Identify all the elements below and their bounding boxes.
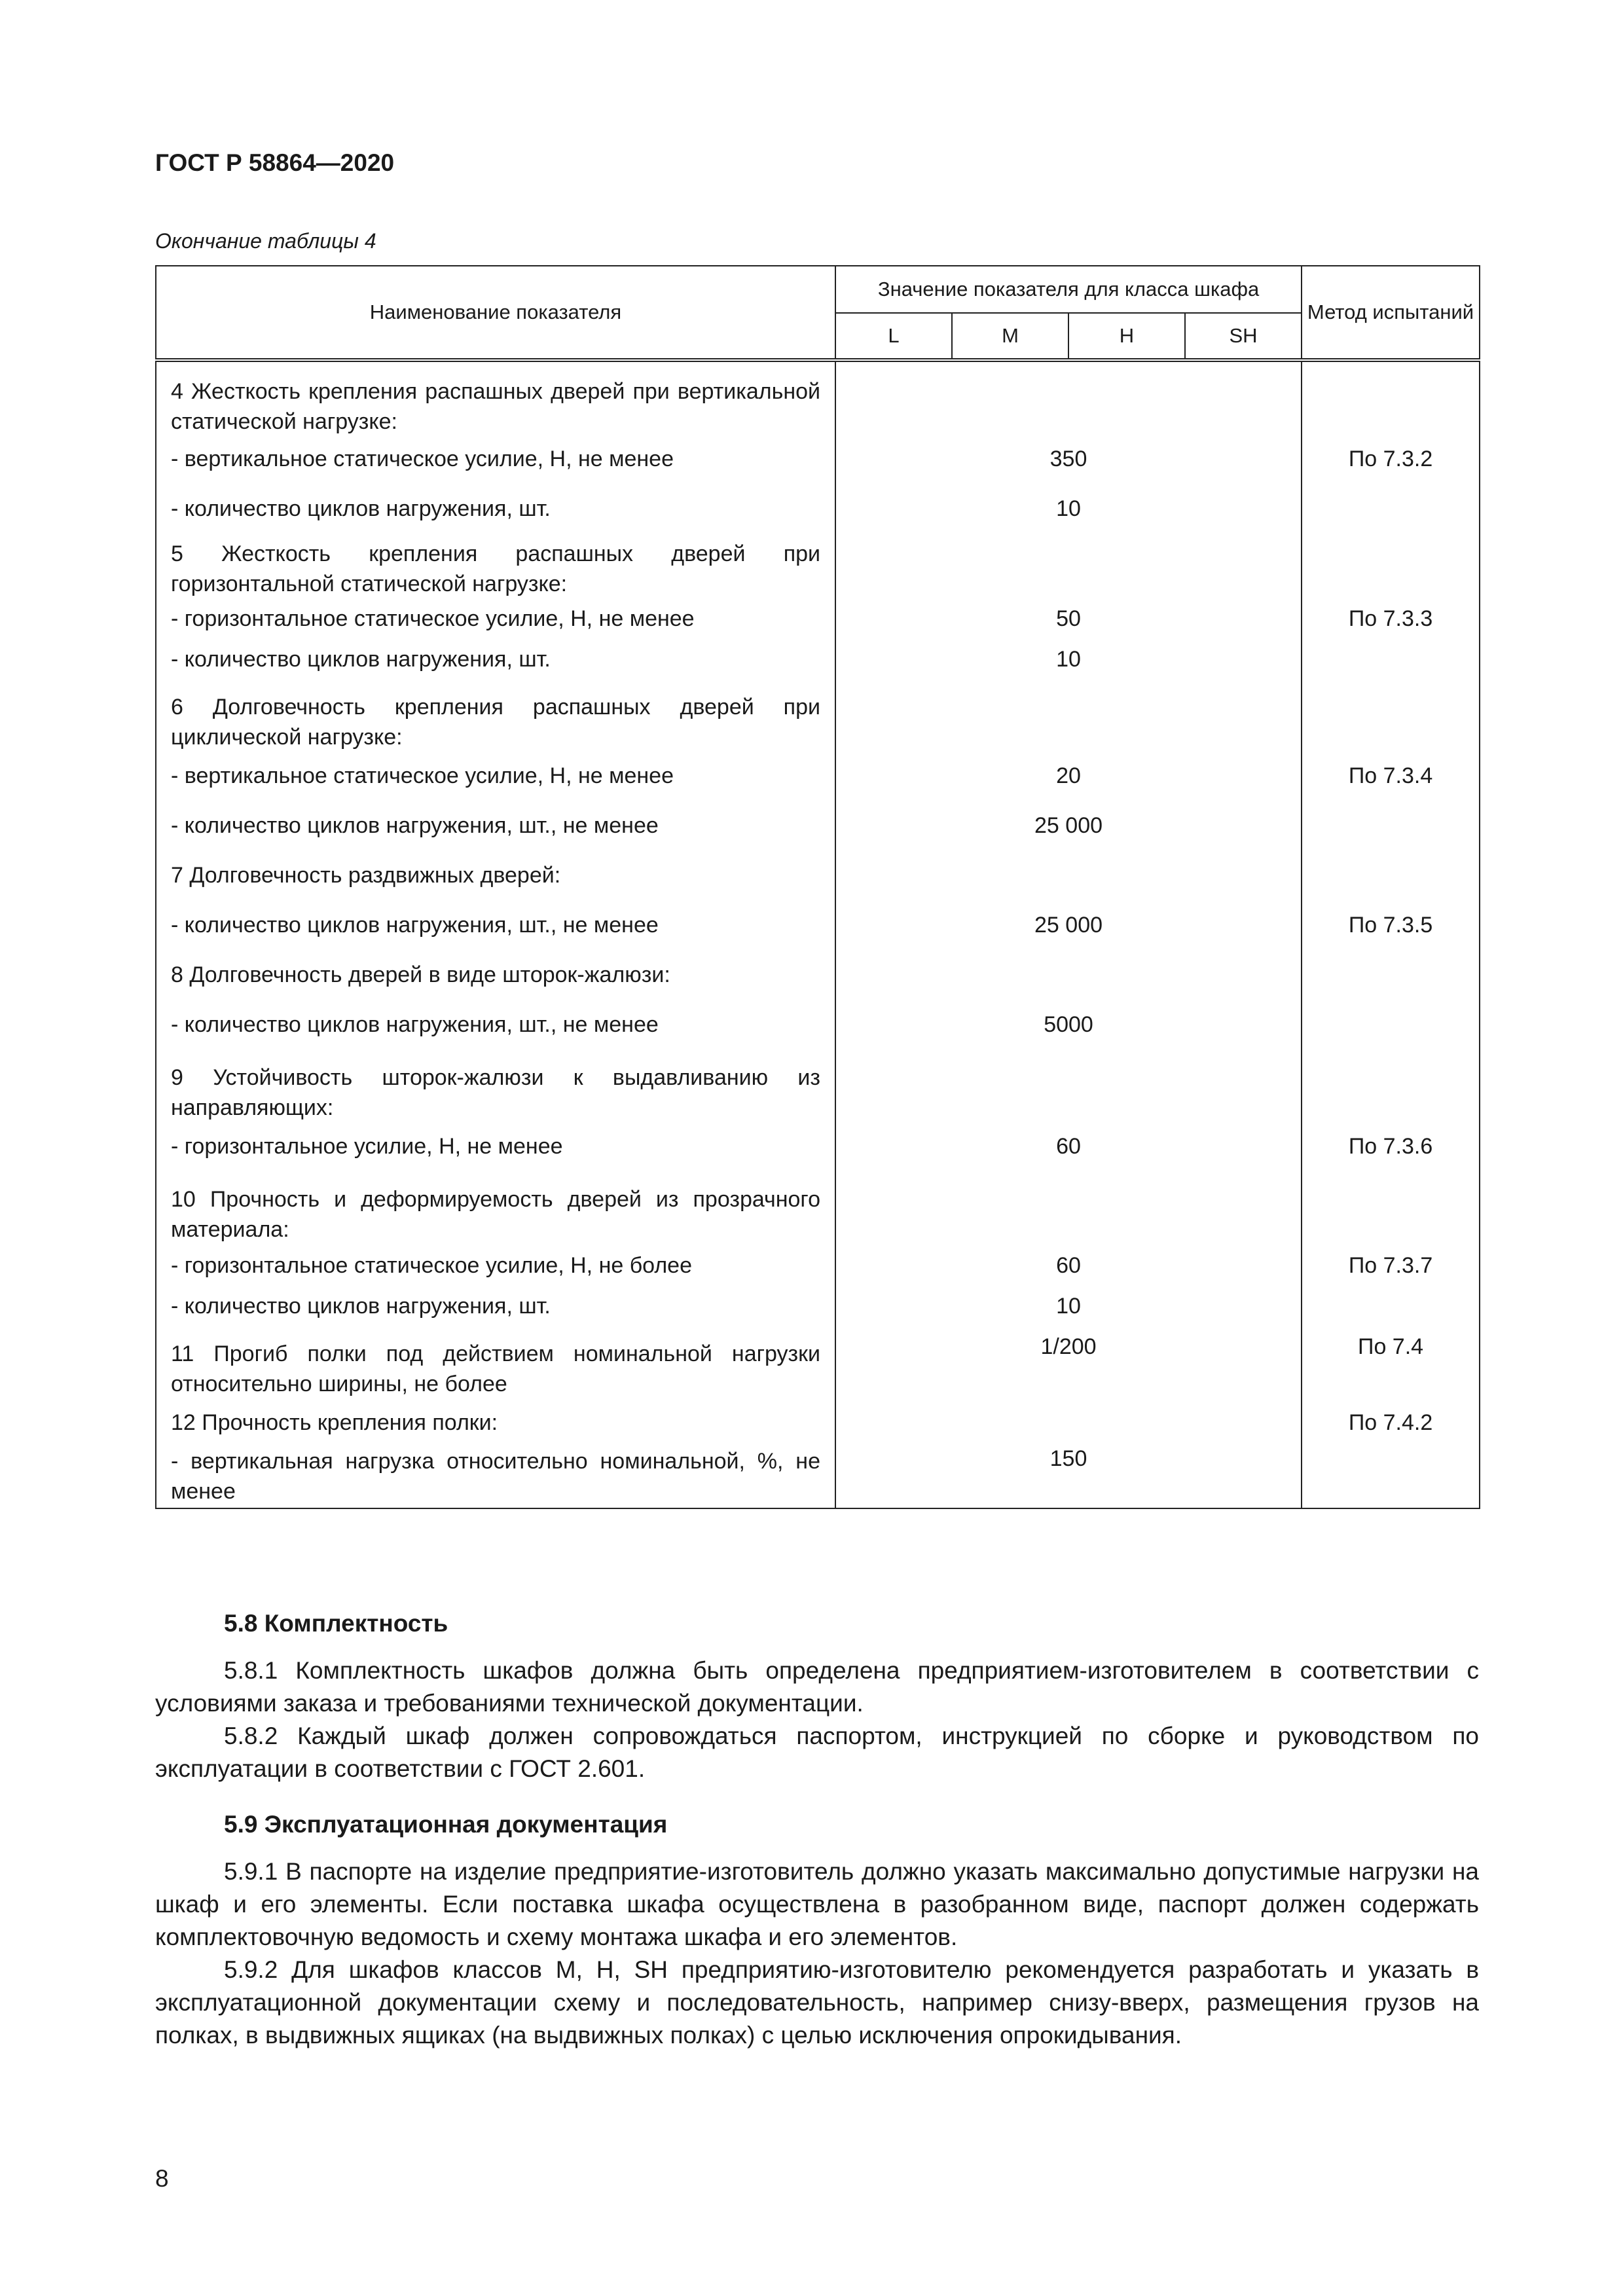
value-cell: 10 [1056,496,1081,521]
header-class-sh: SH [1185,313,1302,360]
value-cell: 60 [1056,1134,1081,1159]
value-cell: 50 [1056,606,1081,631]
value-cell: 20 [1056,763,1081,788]
section-5-9 [155,1808,1479,2052]
header-value-group: Значение показателя для класса шкафа [835,266,1302,313]
methods-column [1302,360,1480,1508]
row-item-label: - горизонтальное усилие, Н, не менее [171,1134,563,1159]
row-title: 6 Долговечность крепления распашных дверей при циклической нагрузке: [171,695,820,750]
header-class-h: H [1068,313,1185,360]
method-cell: По 7.3.5 [1348,913,1433,938]
value-cell: 25 000 [1034,913,1103,938]
header-class-l: L [835,313,952,360]
row-item-label: - горизонтальное статическое усилие, Н, не менее [171,606,695,631]
row-title: 12 Прочность крепления полки: [171,1410,498,1435]
value-cell: 10 [1056,1294,1081,1319]
row-title: 8 Долговечность дверей в виде шторок-жалюзи: [171,962,670,987]
value-cell: 150 [1049,1446,1087,1471]
section-5-8 [155,1607,1479,1785]
section-heading: 5.8 Комплектность [224,1610,448,1637]
value-cell: 60 [1056,1253,1081,1278]
row-title: 5 Жесткость крепления распашных дверей при горизонтальной статической нагрузке: [171,541,820,596]
row-title: 10 Прочность и деформируемость дверей из прозрачного материала: [171,1187,820,1242]
row-item-label: - количество циклов нагружения, шт. [171,1294,551,1319]
row-item-label: - горизонтальное статическое усилие, Н, не более [171,1253,692,1278]
value-cell: 350 [1049,446,1087,471]
row-item-label: - вертикальная нагрузка относительно номинальной, %, не менее [171,1449,820,1504]
paragraph: 5.8.2 Каждый шкаф должен сопровождаться паспортом, инструкцией по сборке и руководством по эксплуатации в соответствии с ГОСТ 2.601. [155,1722,1479,1782]
paragraph: 5.8.1 Комплектность шкафов должна быть определена предприятием-изготовителем в соответствии с условиями заказа и требованиями технической документации. [155,1657,1479,1717]
value-cell: 25 000 [1034,813,1103,838]
table-body-row [156,360,1480,1508]
row-item-label: - количество циклов нагружения, шт. [171,647,551,672]
header-class-m: M [952,313,1068,360]
page-number: 8 [155,2165,169,2192]
row-item-label: - количество циклов нагружения, шт. [171,496,551,521]
row-item-label: - вертикальное статическое усилие, Н, не менее [171,446,674,471]
method-cell: По 7.3.4 [1348,763,1433,788]
row-item-label: - вертикальное статическое усилие, Н, не менее [171,763,674,788]
row-title: 7 Долговечность раздвижных дверей: [171,863,561,888]
method-cell: По 7.4.2 [1348,1410,1433,1435]
row-item-label: - количество циклов нагружения, шт., не менее [171,813,659,838]
document-id: ГОСТ Р 58864—2020 [155,149,395,176]
header-method-column: Метод испытаний [1302,266,1480,360]
paragraph: 5.9.1 В паспорте на изделие предприятие-изготовитель должно указать максимально допустимые нагрузки на шкаф и его элементы. Если поставка шкафа осуществлена в разобранном виде, паспорт должен содержать комплектовочную ведомость и схему монтажа шкафа и его элементов. [155,1858,1479,1950]
values-column [835,360,1302,1508]
row-title: 11 Прогиб полки под действием номинальной нагрузки относительно ширины, не более [171,1341,820,1396]
header-name-column: Наименование показателя [156,266,835,360]
method-cell: По 7.3.3 [1348,606,1433,631]
section-heading: 5.9 Эксплуатационная документация [224,1811,668,1838]
method-cell: По 7.3.6 [1348,1134,1433,1159]
method-cell: По 7.4 [1358,1334,1424,1359]
value-cell: 1/200 [1040,1334,1097,1359]
names-column [156,360,835,1508]
value-cell: 5000 [1044,1012,1093,1037]
value-cell: 10 [1056,647,1081,672]
row-title: 9 Устойчивость шторок-жалюзи к выдавливанию из направляющих: [171,1065,820,1120]
paragraph: 5.9.2 Для шкафов классов М, Н, SH предприятию-изготовителю рекомендуется разработать и указать в эксплуатационной документации схему и последовательность, например снизу-вверх, размещения грузов на полках, в выдвижных ящиках (на выдвижных полках) с целью исключения опрокидывания. [155,1956,1479,2049]
method-cell: По 7.3.7 [1348,1253,1433,1278]
method-cell: По 7.3.2 [1348,446,1433,471]
table-caption: Окончание таблицы 4 [155,229,376,253]
row-item-label: - количество циклов нагружения, шт., не менее [171,913,659,938]
row-item-label: - количество циклов нагружения, шт., не менее [171,1012,659,1037]
row-title: 4 Жесткость крепления распашных дверей при вертикальной статической нагрузке: [171,379,820,434]
indicator-table [155,265,1480,1509]
